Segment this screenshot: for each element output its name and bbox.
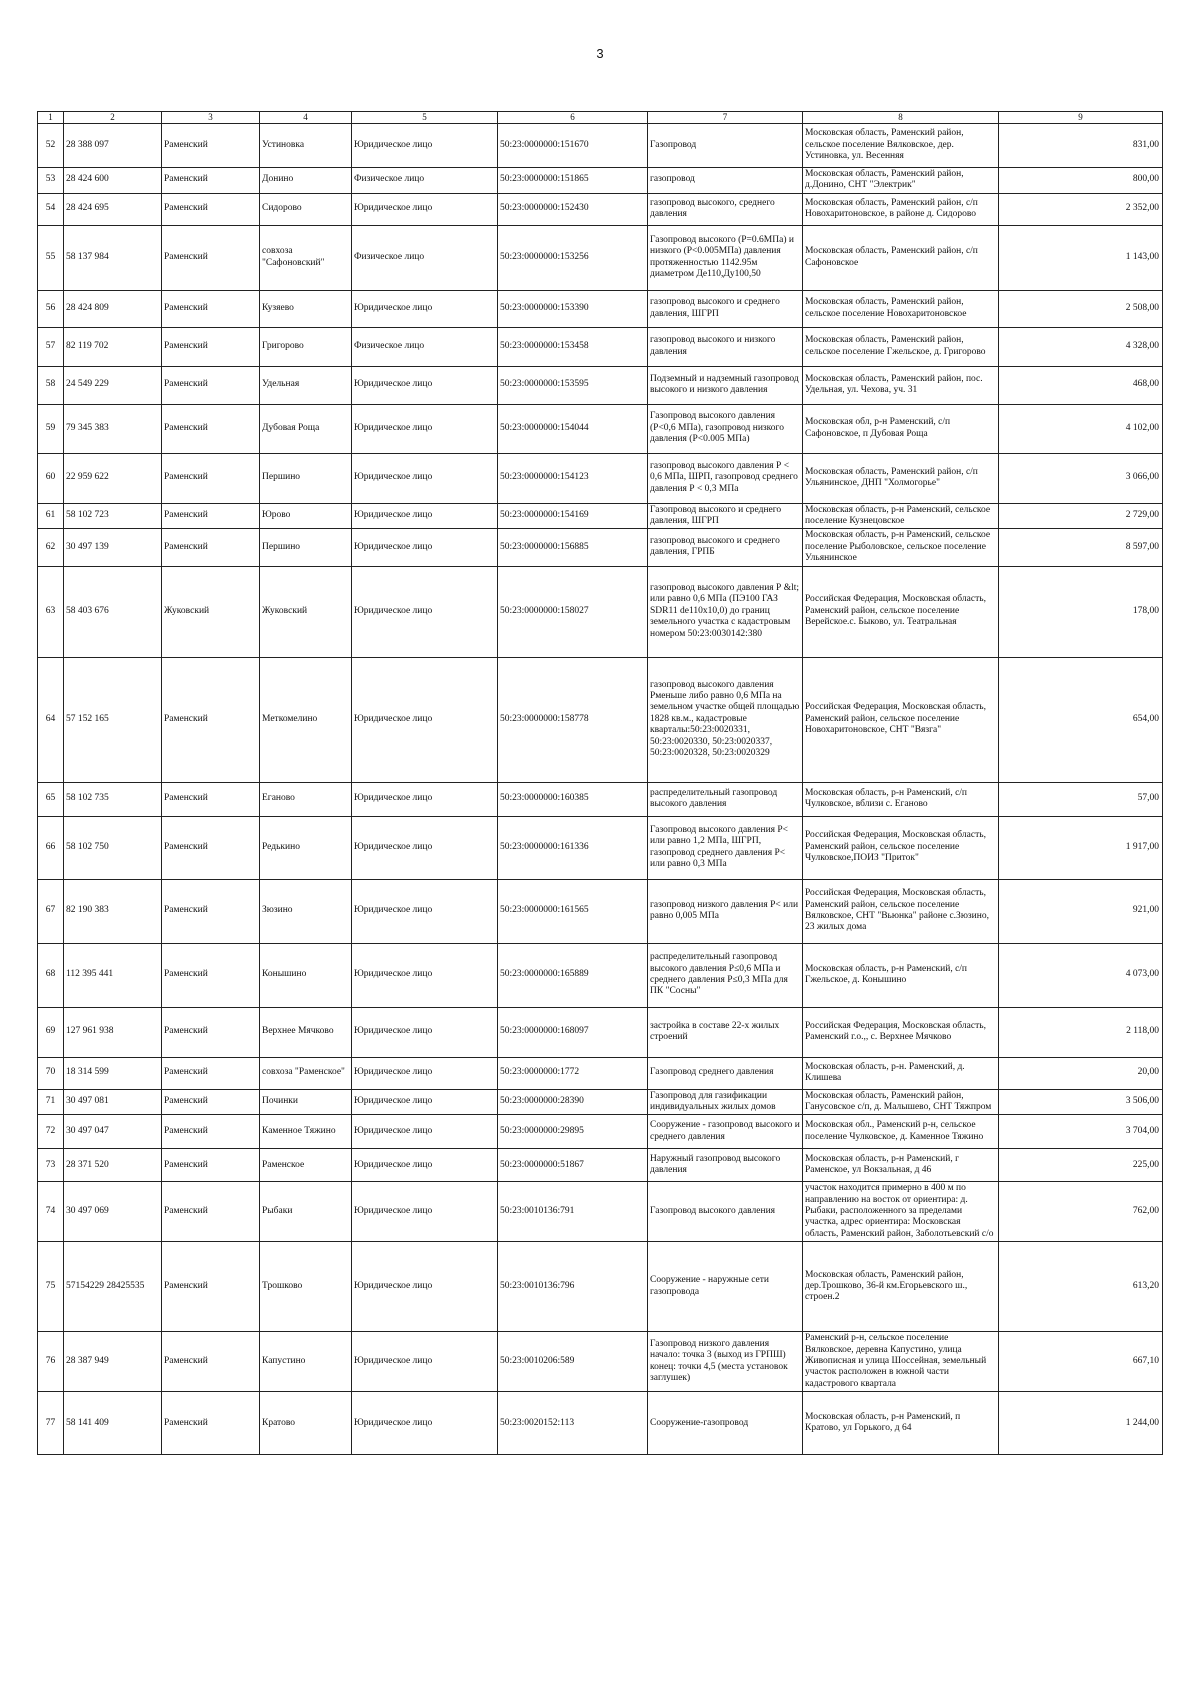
entity-cell: Юридическое лицо <box>352 1149 498 1182</box>
row-number: 68 <box>38 943 64 1007</box>
cadastral-number-cell: 50:23:0000000:161565 <box>498 879 648 943</box>
district-cell: Раменский <box>162 1332 260 1392</box>
cadastral-number-cell: 50:23:0010136:796 <box>498 1242 648 1332</box>
district-cell: Раменский <box>162 1149 260 1182</box>
table-row <box>38 453 1163 503</box>
object-cell: Газопровод высокого давления Р< или равно 1,2 МПа, ШГРП, газопровод среднего давления Р< или равно 0,3 МПа <box>648 816 803 879</box>
row-number: 72 <box>38 1115 64 1149</box>
row-number: 60 <box>38 453 64 503</box>
district-cell: Раменский <box>162 529 260 566</box>
address-cell: Московская область, Раменский район, с/п Сафоновское <box>803 225 999 290</box>
district-cell: Раменский <box>162 1242 260 1332</box>
locality-cell: совхоза "Сафоновский" <box>260 225 352 290</box>
table-row <box>38 1182 1163 1242</box>
table-row <box>38 167 1163 193</box>
locality-cell: Сидорово <box>260 193 352 225</box>
address-cell: Российская Федерация, Московская область, Раменский район, сельское поселение Чулковское,ПОИЗ "Приток" <box>803 816 999 879</box>
value-cell: 800,00 <box>999 167 1163 193</box>
entity-cell: Юридическое лицо <box>352 1332 498 1392</box>
object-cell: Газопровод высокого давления <box>648 1182 803 1242</box>
cadastral-number-cell: 50:23:0000000:153458 <box>498 327 648 366</box>
value-cell: 3 066,00 <box>999 453 1163 503</box>
address-cell: Российская Федерация, Московская область, Раменский г.о.,, с. Верхнее Мячково <box>803 1007 999 1057</box>
entity-cell: Юридическое лицо <box>352 1115 498 1149</box>
cadastral-number-cell: 50:23:0010206:589 <box>498 1332 648 1392</box>
code-cell: 28 424 695 <box>64 193 162 225</box>
locality-cell: Першино <box>260 453 352 503</box>
object-cell: распределительный газопровод высокого давления Р≤0,6 МПа и среднего давления Р≤0,3 МПа для ПК "Сосны" <box>648 943 803 1007</box>
locality-cell: Меткомелино <box>260 657 352 782</box>
entity-cell: Юридическое лицо <box>352 943 498 1007</box>
entity-cell: Юридическое лицо <box>352 193 498 225</box>
object-cell: газопровод высокого и низкого давления <box>648 327 803 366</box>
column-header: 2 <box>64 112 162 124</box>
district-cell: Раменский <box>162 193 260 225</box>
object-cell: газопровод низкого давления Р< или равно 0,005 МПа <box>648 879 803 943</box>
address-cell: Московская область, Раменский район, Ганусовское с/п, д. Малышево, СНТ Тяжпром <box>803 1089 999 1115</box>
district-cell: Раменский <box>162 816 260 879</box>
cadastral-number-cell: 50:23:0000000:1772 <box>498 1057 648 1089</box>
entity-cell: Юридическое лицо <box>352 657 498 782</box>
object-cell: застройка в составе 22-х жилых строений <box>648 1007 803 1057</box>
district-cell: Раменский <box>162 453 260 503</box>
object-cell: Газопровод среднего давления <box>648 1057 803 1089</box>
district-cell: Раменский <box>162 123 260 167</box>
entity-cell: Юридическое лицо <box>352 503 498 529</box>
object-cell: газопровод высокого и среднего давления, ГРПБ <box>648 529 803 566</box>
cadastral-number-cell: 50:23:0010136:791 <box>498 1182 648 1242</box>
address-cell: Московская область, Раменский район, с/п Новохаритоновское, в районе д. Сидорово <box>803 193 999 225</box>
code-cell: 28 388 097 <box>64 123 162 167</box>
code-cell: 22 959 622 <box>64 453 162 503</box>
address-cell: Московская область, р-н Раменский, сельское поселение Кузнецовское <box>803 503 999 529</box>
address-cell: Московская область, р-н. Раменский, д. Клишева <box>803 1057 999 1089</box>
district-cell: Раменский <box>162 1007 260 1057</box>
table-row <box>38 943 1163 1007</box>
district-cell: Раменский <box>162 1057 260 1089</box>
entity-cell: Юридическое лицо <box>352 1057 498 1089</box>
entity-cell: Юридическое лицо <box>352 290 498 327</box>
district-cell: Раменский <box>162 225 260 290</box>
address-cell: Московская область, Раменский район, сельское поселение Новохаритоновское <box>803 290 999 327</box>
cadastral-number-cell: 50:23:0000000:153390 <box>498 290 648 327</box>
code-cell: 127 961 938 <box>64 1007 162 1057</box>
code-cell: 57154229 28425535 <box>64 1242 162 1332</box>
object-cell: Газопровод высокого давления (Р<0,6 МПа), газопровод низкого давления (Р<0.005 МПа) <box>648 404 803 453</box>
table-row <box>38 1332 1163 1392</box>
code-cell: 82 190 383 <box>64 879 162 943</box>
address-cell: Российская Федерация, Московская область, Раменский район, сельское поселение Верейское.с. Быково, ул. Театральная <box>803 566 999 657</box>
district-cell: Раменский <box>162 290 260 327</box>
page-number: 3 <box>596 46 604 61</box>
district-cell: Раменский <box>162 1392 260 1455</box>
locality-cell: Удельная <box>260 366 352 404</box>
entity-cell: Юридическое лицо <box>352 1089 498 1115</box>
code-cell: 28 387 949 <box>64 1332 162 1392</box>
value-cell: 57,00 <box>999 782 1163 816</box>
value-cell: 2 729,00 <box>999 503 1163 529</box>
object-cell: газопровод высокого давления Р &lt; или равно 0,6 МПа (ПЭ100 ГАЗ SDR11 de110x10,0) до границ земельного участка с кадастровым номером 50:23:0030142:380 <box>648 566 803 657</box>
district-cell: Раменский <box>162 1089 260 1115</box>
value-cell: 3 704,00 <box>999 1115 1163 1149</box>
address-cell: Московская область, р-н Раменский, сельское поселение Рыболовское, сельское поселение Ульянинское <box>803 529 999 566</box>
column-header: 9 <box>999 112 1163 124</box>
table-row <box>38 366 1163 404</box>
code-cell: 57 152 165 <box>64 657 162 782</box>
table-row <box>38 503 1163 529</box>
row-number: 75 <box>38 1242 64 1332</box>
row-number: 62 <box>38 529 64 566</box>
value-cell: 8 597,00 <box>999 529 1163 566</box>
row-number: 54 <box>38 193 64 225</box>
table-row <box>38 1392 1163 1455</box>
locality-cell: совхоза "Раменское" <box>260 1057 352 1089</box>
address-cell: Российская Федерация, Московская область, Раменский район, сельское поселение Вялковское, СНТ "Вьюнка" районе с.Зюзино, 23 жилых дома <box>803 879 999 943</box>
locality-cell: Трошково <box>260 1242 352 1332</box>
table-row <box>38 404 1163 453</box>
table-row <box>38 327 1163 366</box>
row-number: 56 <box>38 290 64 327</box>
entity-cell: Юридическое лицо <box>352 1182 498 1242</box>
row-number: 67 <box>38 879 64 943</box>
column-header: 4 <box>260 112 352 124</box>
column-header: 1 <box>38 112 64 124</box>
locality-cell: Кратово <box>260 1392 352 1455</box>
entity-cell: Юридическое лицо <box>352 1007 498 1057</box>
code-cell: 18 314 599 <box>64 1057 162 1089</box>
entity-cell: Юридическое лицо <box>352 453 498 503</box>
entity-cell: Физическое лицо <box>352 327 498 366</box>
table-row <box>38 1007 1163 1057</box>
cadastral-number-cell: 50:23:0000000:152430 <box>498 193 648 225</box>
code-cell: 30 497 081 <box>64 1089 162 1115</box>
entity-cell: Юридическое лицо <box>352 1392 498 1455</box>
code-cell: 112 395 441 <box>64 943 162 1007</box>
registry-table <box>37 111 1163 1455</box>
value-cell: 2 352,00 <box>999 193 1163 225</box>
object-cell: Газопровод высокого и среднего давления, ШГРП <box>648 503 803 529</box>
code-cell: 58 102 750 <box>64 816 162 879</box>
cadastral-number-cell: 50:23:0000000:154044 <box>498 404 648 453</box>
locality-cell: Першино <box>260 529 352 566</box>
cadastral-number-cell: 50:23:0000000:161336 <box>498 816 648 879</box>
row-number: 58 <box>38 366 64 404</box>
district-cell: Раменский <box>162 943 260 1007</box>
locality-cell: Рыбаки <box>260 1182 352 1242</box>
locality-cell: Кузяево <box>260 290 352 327</box>
column-number-row <box>38 112 1163 124</box>
table-row <box>38 879 1163 943</box>
value-cell: 667,10 <box>999 1332 1163 1392</box>
code-cell: 28 424 809 <box>64 290 162 327</box>
entity-cell: Юридическое лицо <box>352 782 498 816</box>
object-cell: газопровод высокого давления Рменьше либо равно 0,6 МПа на земельном участке общей площадью 1828 кв.м., кадастровые кварталы:50:23:0020331, 50:23:0020330, 50:23:0020337, 50:23:0020328, 50:23:0020329 <box>648 657 803 782</box>
district-cell: Раменский <box>162 657 260 782</box>
district-cell: Жуковский <box>162 566 260 657</box>
value-cell: 2 508,00 <box>999 290 1163 327</box>
row-number: 66 <box>38 816 64 879</box>
object-cell: газопровод <box>648 167 803 193</box>
locality-cell: Конышино <box>260 943 352 1007</box>
district-cell: Раменский <box>162 167 260 193</box>
locality-cell: Каменное Тяжино <box>260 1115 352 1149</box>
code-cell: 58 137 984 <box>64 225 162 290</box>
row-number: 53 <box>38 167 64 193</box>
column-header: 8 <box>803 112 999 124</box>
table-row <box>38 225 1163 290</box>
column-header: 6 <box>498 112 648 124</box>
code-cell: 30 497 047 <box>64 1115 162 1149</box>
table-row <box>38 1149 1163 1182</box>
value-cell: 2 118,00 <box>999 1007 1163 1057</box>
cadastral-number-cell: 50:23:0000000:151670 <box>498 123 648 167</box>
row-number: 55 <box>38 225 64 290</box>
cadastral-number-cell: 50:23:0000000:158778 <box>498 657 648 782</box>
address-cell: Московская область, р-н Раменский, п Кратово, ул Горького, д 64 <box>803 1392 999 1455</box>
entity-cell: Юридическое лицо <box>352 1242 498 1332</box>
row-number: 65 <box>38 782 64 816</box>
district-cell: Раменский <box>162 404 260 453</box>
column-header: 7 <box>648 112 803 124</box>
locality-cell: Донино <box>260 167 352 193</box>
row-number: 76 <box>38 1332 64 1392</box>
object-cell: Газопровод низкого давления начало: точка 3 (выход из ГРПШ) конец: точки 4,5 (места установок заглушек) <box>648 1332 803 1392</box>
district-cell: Раменский <box>162 1115 260 1149</box>
value-cell: 4 073,00 <box>999 943 1163 1007</box>
object-cell: газопровод высокого, среднего давления <box>648 193 803 225</box>
code-cell: 58 102 723 <box>64 503 162 529</box>
address-cell: Московская область, Раменский район, дер.Трошково, 36-й км.Егорьевского ш., строен.2 <box>803 1242 999 1332</box>
code-cell: 58 403 676 <box>64 566 162 657</box>
row-number: 70 <box>38 1057 64 1089</box>
value-cell: 613,20 <box>999 1242 1163 1332</box>
cadastral-number-cell: 50:23:0000000:154169 <box>498 503 648 529</box>
address-cell: Московская обл., Раменский р-н, сельское поселение Чулковское, д. Каменное Тяжино <box>803 1115 999 1149</box>
object-cell: газопровод высокого и среднего давления, ШГРП <box>648 290 803 327</box>
object-cell: Сооружение-газопровод <box>648 1392 803 1455</box>
table-row <box>38 566 1163 657</box>
entity-cell: Юридическое лицо <box>352 366 498 404</box>
entity-cell: Юридическое лицо <box>352 529 498 566</box>
code-cell: 58 141 409 <box>64 1392 162 1455</box>
object-cell: Газопровод для газификации индивидуальных жилых домов <box>648 1089 803 1115</box>
address-cell: Московская область, Раменский район, д.Донино, СНТ "Электрик" <box>803 167 999 193</box>
object-cell: Газопровод высокого (Р=0.6МПа) и низкого (Р<0.005МПа) давления протяженностью 1142.95м диаметром Де110,Ду100,50 <box>648 225 803 290</box>
cadastral-number-cell: 50:23:0000000:153595 <box>498 366 648 404</box>
address-cell: Московская область, Раменский район, с/п Ульянинское, ДНП "Холмогорье" <box>803 453 999 503</box>
object-cell: Сооружение - газопровод высокого и среднего давления <box>648 1115 803 1149</box>
cadastral-number-cell: 50:23:0000000:29895 <box>498 1115 648 1149</box>
row-number: 52 <box>38 123 64 167</box>
address-cell: Московская область, р-н Раменский, с/п Гжельское, д. Конышино <box>803 943 999 1007</box>
value-cell: 654,00 <box>999 657 1163 782</box>
locality-cell: Верхнее Мячково <box>260 1007 352 1057</box>
value-cell: 225,00 <box>999 1149 1163 1182</box>
cadastral-number-cell: 50:23:0000000:160385 <box>498 782 648 816</box>
locality-cell: Григорово <box>260 327 352 366</box>
value-cell: 4 102,00 <box>999 404 1163 453</box>
value-cell: 4 328,00 <box>999 327 1163 366</box>
value-cell: 1 143,00 <box>999 225 1163 290</box>
cadastral-number-cell: 50:23:0000000:154123 <box>498 453 648 503</box>
row-number: 64 <box>38 657 64 782</box>
cadastral-number-cell: 50:23:0000000:51867 <box>498 1149 648 1182</box>
locality-cell: Капустино <box>260 1332 352 1392</box>
district-cell: Раменский <box>162 879 260 943</box>
code-cell: 30 497 139 <box>64 529 162 566</box>
table-row <box>38 1115 1163 1149</box>
address-cell: Московская обл, р-н Раменский, с/п Сафоновское, п Дубовая Роща <box>803 404 999 453</box>
locality-cell: Починки <box>260 1089 352 1115</box>
code-cell: 82 119 702 <box>64 327 162 366</box>
row-number: 74 <box>38 1182 64 1242</box>
cadastral-number-cell: 50:23:0000000:28390 <box>498 1089 648 1115</box>
value-cell: 1 244,00 <box>999 1392 1163 1455</box>
district-cell: Раменский <box>162 503 260 529</box>
value-cell: 1 917,00 <box>999 816 1163 879</box>
object-cell: Подземный и надземный газопровод высокого и низкого давления <box>648 366 803 404</box>
address-cell: Раменский р-н, сельское поселение Вялковское, деревна Капустино, улица Живописная и улица Шоссейная, земельный участок расположен в южной части кадастрового квартала <box>803 1332 999 1392</box>
value-cell: 831,00 <box>999 123 1163 167</box>
entity-cell: Юридическое лицо <box>352 816 498 879</box>
district-cell: Раменский <box>162 1182 260 1242</box>
address-cell: Московская область, р-н Раменский, с/п Чулковское, вблизи с. Еганово <box>803 782 999 816</box>
value-cell: 921,00 <box>999 879 1163 943</box>
table-row <box>38 529 1163 566</box>
entity-cell: Юридическое лицо <box>352 879 498 943</box>
table-row <box>38 123 1163 167</box>
cadastral-number-cell: 50:23:0000000:168097 <box>498 1007 648 1057</box>
cadastral-number-cell: 50:23:0000000:153256 <box>498 225 648 290</box>
address-cell: Московская область, Раменский район, сельское поселение Гжельское, д. Григорово <box>803 327 999 366</box>
entity-cell: Юридическое лицо <box>352 404 498 453</box>
table-row <box>38 193 1163 225</box>
row-number: 71 <box>38 1089 64 1115</box>
row-number: 57 <box>38 327 64 366</box>
row-number: 73 <box>38 1149 64 1182</box>
district-cell: Раменский <box>162 366 260 404</box>
locality-cell: Раменское <box>260 1149 352 1182</box>
row-number: 61 <box>38 503 64 529</box>
table-row <box>38 1057 1163 1089</box>
object-cell: Сооружение - наружные сети газопровода <box>648 1242 803 1332</box>
district-cell: Раменский <box>162 327 260 366</box>
column-header: 3 <box>162 112 260 124</box>
object-cell: Наружный газопровод высокого давления <box>648 1149 803 1182</box>
table-row <box>38 1242 1163 1332</box>
column-header: 5 <box>352 112 498 124</box>
code-cell: 28 371 520 <box>64 1149 162 1182</box>
entity-cell: Физическое лицо <box>352 225 498 290</box>
cadastral-number-cell: 50:23:0000000:151865 <box>498 167 648 193</box>
table-row <box>38 290 1163 327</box>
code-cell: 58 102 735 <box>64 782 162 816</box>
address-cell: участок находится примерно в 400 м по направлению на восток от ориентира: д. Рыбаки, расположенного за пределами участка, адрес ориентира: Московская область, Раменский район, Заболотьевский с/о <box>803 1182 999 1242</box>
row-number: 59 <box>38 404 64 453</box>
cadastral-number-cell: 50:23:0020152:113 <box>498 1392 648 1455</box>
locality-cell: Зюзино <box>260 879 352 943</box>
value-cell: 3 506,00 <box>999 1089 1163 1115</box>
row-number: 63 <box>38 566 64 657</box>
address-cell: Московская область, р-н Раменский, г Раменское, ул Вокзальная, д 46 <box>803 1149 999 1182</box>
value-cell: 762,00 <box>999 1182 1163 1242</box>
code-cell: 24 549 229 <box>64 366 162 404</box>
address-cell: Московская область, Раменский район, сельское поселение Вялковское, дер. Устиновка, ул. Весенняя <box>803 123 999 167</box>
table-row <box>38 816 1163 879</box>
code-cell: 28 424 600 <box>64 167 162 193</box>
entity-cell: Физическое лицо <box>352 167 498 193</box>
locality-cell: Жуковский <box>260 566 352 657</box>
value-cell: 20,00 <box>999 1057 1163 1089</box>
object-cell: газопровод высокого давления Р < 0,6 МПа, ШРП, газопровод среднего давления Р < 0,3 МПа <box>648 453 803 503</box>
entity-cell: Юридическое лицо <box>352 123 498 167</box>
locality-cell: Дубовая Роща <box>260 404 352 453</box>
address-cell: Российская Федерация, Московская область, Раменский район, сельское поселение Новохаритоновское, СНТ "Вязга" <box>803 657 999 782</box>
table-row <box>38 782 1163 816</box>
entity-cell: Юридическое лицо <box>352 566 498 657</box>
value-cell: 468,00 <box>999 366 1163 404</box>
cadastral-number-cell: 50:23:0000000:156885 <box>498 529 648 566</box>
object-cell: распределительный газопровод высокого давления <box>648 782 803 816</box>
locality-cell: Устиновка <box>260 123 352 167</box>
cadastral-number-cell: 50:23:0000000:165889 <box>498 943 648 1007</box>
district-cell: Раменский <box>162 782 260 816</box>
code-cell: 79 345 383 <box>64 404 162 453</box>
code-cell: 30 497 069 <box>64 1182 162 1242</box>
row-number: 77 <box>38 1392 64 1455</box>
locality-cell: Редькино <box>260 816 352 879</box>
row-number: 69 <box>38 1007 64 1057</box>
cadastral-number-cell: 50:23:0000000:158027 <box>498 566 648 657</box>
object-cell: Газопровод <box>648 123 803 167</box>
locality-cell: Юрово <box>260 503 352 529</box>
address-cell: Московская область, Раменский район, пос. Удельная, ул. Чехова, уч. 31 <box>803 366 999 404</box>
value-cell: 178,00 <box>999 566 1163 657</box>
table-row <box>38 657 1163 782</box>
table-row <box>38 1089 1163 1115</box>
locality-cell: Еганово <box>260 782 352 816</box>
